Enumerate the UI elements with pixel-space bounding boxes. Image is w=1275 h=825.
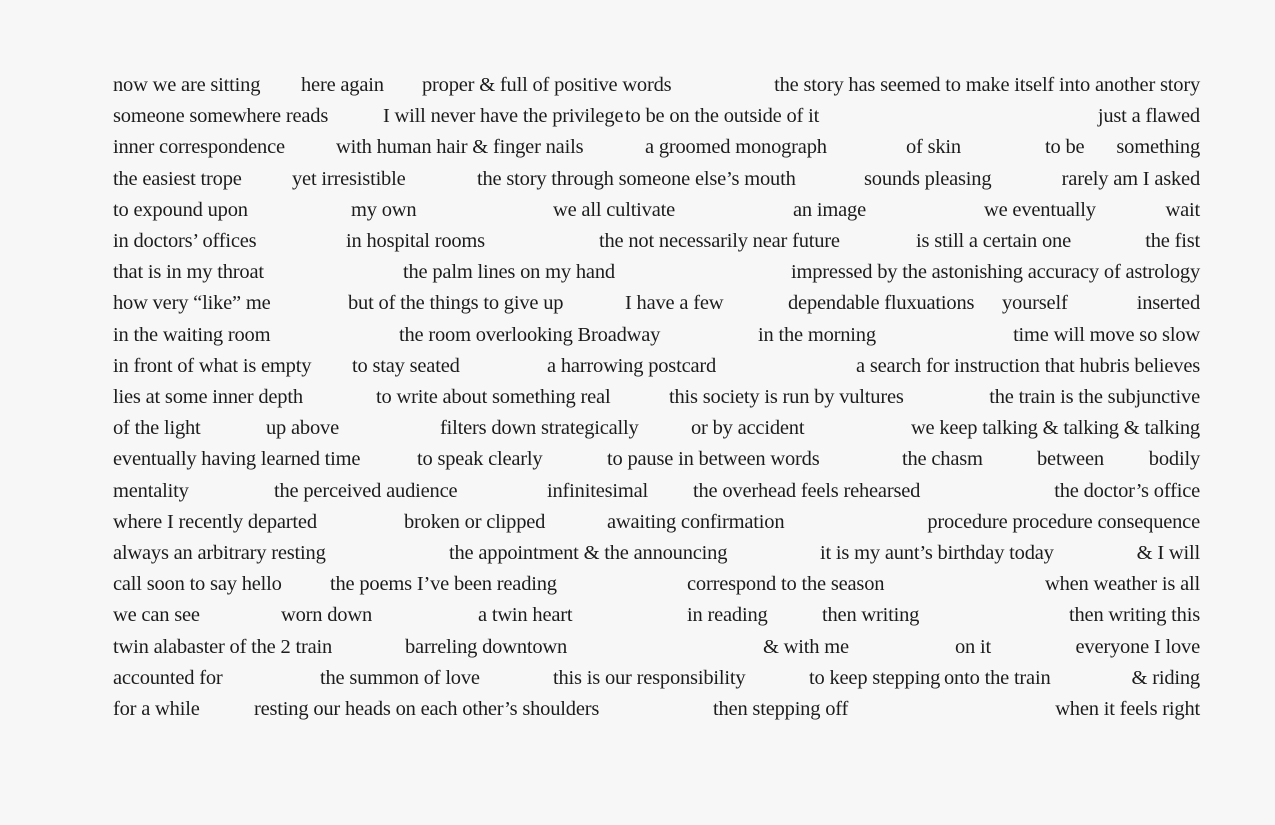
poem-line [0,444,1275,474]
poem-phrase: onto the train [944,666,1051,689]
poem-phrase: something [1116,136,1200,159]
poem-phrase: I have a few [625,292,724,315]
poem-phrase: where I recently departed [113,510,317,533]
poem-phrase: of the light [113,417,201,440]
poem-phrase: the palm lines on my hand [403,261,615,284]
poem-phrase: awaiting confirmation [607,510,785,533]
poem-phrase: dependable fluxuations [788,292,975,315]
poem-phrase: I will never have the privilege [383,105,624,128]
poem-phrase: between [1037,448,1104,471]
poem-line [0,101,1275,131]
poem-phrase: in the waiting room [113,323,271,346]
poem-phrase: mentality [113,479,189,502]
poem-phrase: wait [1165,198,1200,221]
poem-phrase: here again [301,74,384,96]
poem-phrase: up above [266,417,339,440]
poem-phrase: in hospital rooms [346,230,485,252]
poem-phrase: now we are sitting [113,74,261,96]
poem-phrase: & I will [1136,542,1200,564]
poem-phrase: the not necessarily near future [599,230,840,252]
poem-phrase: we can see [113,604,200,627]
poem-phrase: procedure procedure consequence [927,510,1200,533]
poem-phrase: the easiest trope [113,167,242,190]
poem-phrase: correspond to the season [687,573,885,596]
poem-phrase: barreling downtown [405,635,568,658]
poem-phrase: a groomed monograph [645,136,827,159]
poem-phrase: to keep stepping [809,666,941,689]
poem-phrase: when weather is all [1044,573,1200,596]
poem-line [0,164,1275,194]
poem-phrase: accounted for [113,666,223,689]
poem-phrase: to speak clearly [417,448,543,471]
poem-phrase: we keep talking & talking & talking [910,417,1200,440]
poem-phrase: call soon to say hello [113,573,282,596]
poem-phrase: rarely am I asked [1061,167,1200,190]
poem-phrase: lies at some inner depth [113,386,303,408]
poem-phrase: to stay seated [352,354,460,377]
poem-phrase: the room overlooking Broadway [399,323,661,346]
poem-line [0,70,1275,100]
poem-line [0,632,1275,662]
poem-line [0,569,1275,599]
poem-phrase: inner correspondence [113,136,285,159]
poem-phrase: the poems I’ve been reading [330,573,557,596]
poem-phrase: the summon of love [320,666,480,689]
poem-phrase: always an arbitrary resting [113,542,326,564]
poem-line [0,351,1275,381]
poem-line [0,663,1275,693]
poem-phrase: to expound upon [113,198,248,221]
poem-line [0,226,1275,256]
poem-phrase: & with me [763,635,849,658]
poem-phrase: of skin [906,136,961,159]
poem-phrase: a search for instruction that hubris believes [856,354,1200,377]
poem-phrase: twin alabaster of the 2 train [113,635,333,658]
poem-phrase: my own [351,198,417,221]
poem-line [0,476,1275,506]
poem-phrase: just a flawed [1097,105,1200,128]
poem-phrase: broken or clipped [404,510,546,533]
poem-line [0,538,1275,568]
poem-phrase: the story through someone else’s mouth [477,167,796,190]
poem-line [0,195,1275,225]
poem-phrase: the overhead feels rehearsed [693,479,921,502]
poem-phrase: when it feels right [1055,698,1200,720]
poem-phrase: someone somewhere reads [113,105,329,128]
poem-phrase: then writing this [1069,604,1200,627]
poem-phrase: in reading [687,604,768,627]
poem-line [0,288,1275,318]
poem-phrase: a twin heart [478,604,573,627]
poem-phrase: but of the things to give up [348,292,564,315]
poem-phrase: resting our heads on each other’s shoulders [254,698,600,720]
poem-line [0,413,1275,443]
poem-phrase: or by accident [691,417,805,440]
poem-phrase: inserted [1136,292,1200,315]
poem-phrase: sounds pleasing [864,167,992,190]
poem-phrase: filters down strategically [440,417,639,440]
poem-phrase: worn down [281,604,373,627]
poem-phrase: the train is the subjunctive [989,386,1200,408]
poem-phrase: to pause in between words [607,448,820,471]
poem-phrase: in doctors’ offices [113,230,257,252]
poem-phrase: the fist [1145,230,1200,252]
poem-phrase: an image [793,198,866,221]
poem-phrase: this is our responsibility [553,666,746,689]
poem-phrase: yet irresistible [292,167,406,190]
poem-line [0,382,1275,412]
poem-phrase: everyone I love [1075,635,1200,658]
poem-line [0,507,1275,537]
poem-phrase: infinitesimal [547,479,649,502]
poem-phrase: on it [955,635,992,658]
poem-phrase: a harrowing postcard [547,354,717,377]
poem-phrase: is still a certain one [916,230,1071,252]
poem-phrase: to be on the outside of it [625,105,820,128]
poem-phrase: the appointment & the announcing [449,542,728,564]
poem-phrase: for a while [113,698,200,720]
poem-line [0,694,1275,724]
poem-line [0,600,1275,630]
poem-phrase: impressed by the astonishing accuracy of astrology [791,261,1200,284]
poem-phrase: in the morning [758,323,876,346]
poem-phrase: & riding [1131,666,1200,689]
poem-phrase: that is in my throat [113,261,264,284]
poem-phrase: we all cultivate [553,198,676,221]
poem-phrase: to write about something real [376,386,611,408]
poem-phrase: in front of what is empty [113,354,312,377]
poem-phrase: the story has seemed to make itself into another story [774,74,1200,96]
poem-phrase: we eventually [984,198,1096,221]
poem-phrase: the perceived audience [274,479,458,502]
poem-phrase: it is my aunt’s birthday today [820,542,1054,564]
poem-phrase: eventually having learned time [113,448,361,471]
poem-phrase: to be [1045,136,1085,159]
poem-phrase: the doctor’s office [1054,479,1200,502]
poem-phrase: bodily [1148,448,1200,471]
poem-phrase: with human hair & finger nails [336,136,584,159]
poem-phrase: this society is run by vultures [669,386,904,408]
poem-phrase: time will move so slow [1013,323,1200,346]
poem-phrase: then writing [822,604,920,627]
poem-phrase: how very “like” me [113,292,271,315]
poem-phrase: the chasm [902,448,983,471]
poem-phrase: proper & full of positive words [422,74,672,96]
poem-phrase: then stepping off [713,698,849,720]
poem-line [0,132,1275,162]
poem-phrase: yourself [1002,292,1068,315]
poem-line [0,257,1275,287]
poem-line [0,320,1275,350]
